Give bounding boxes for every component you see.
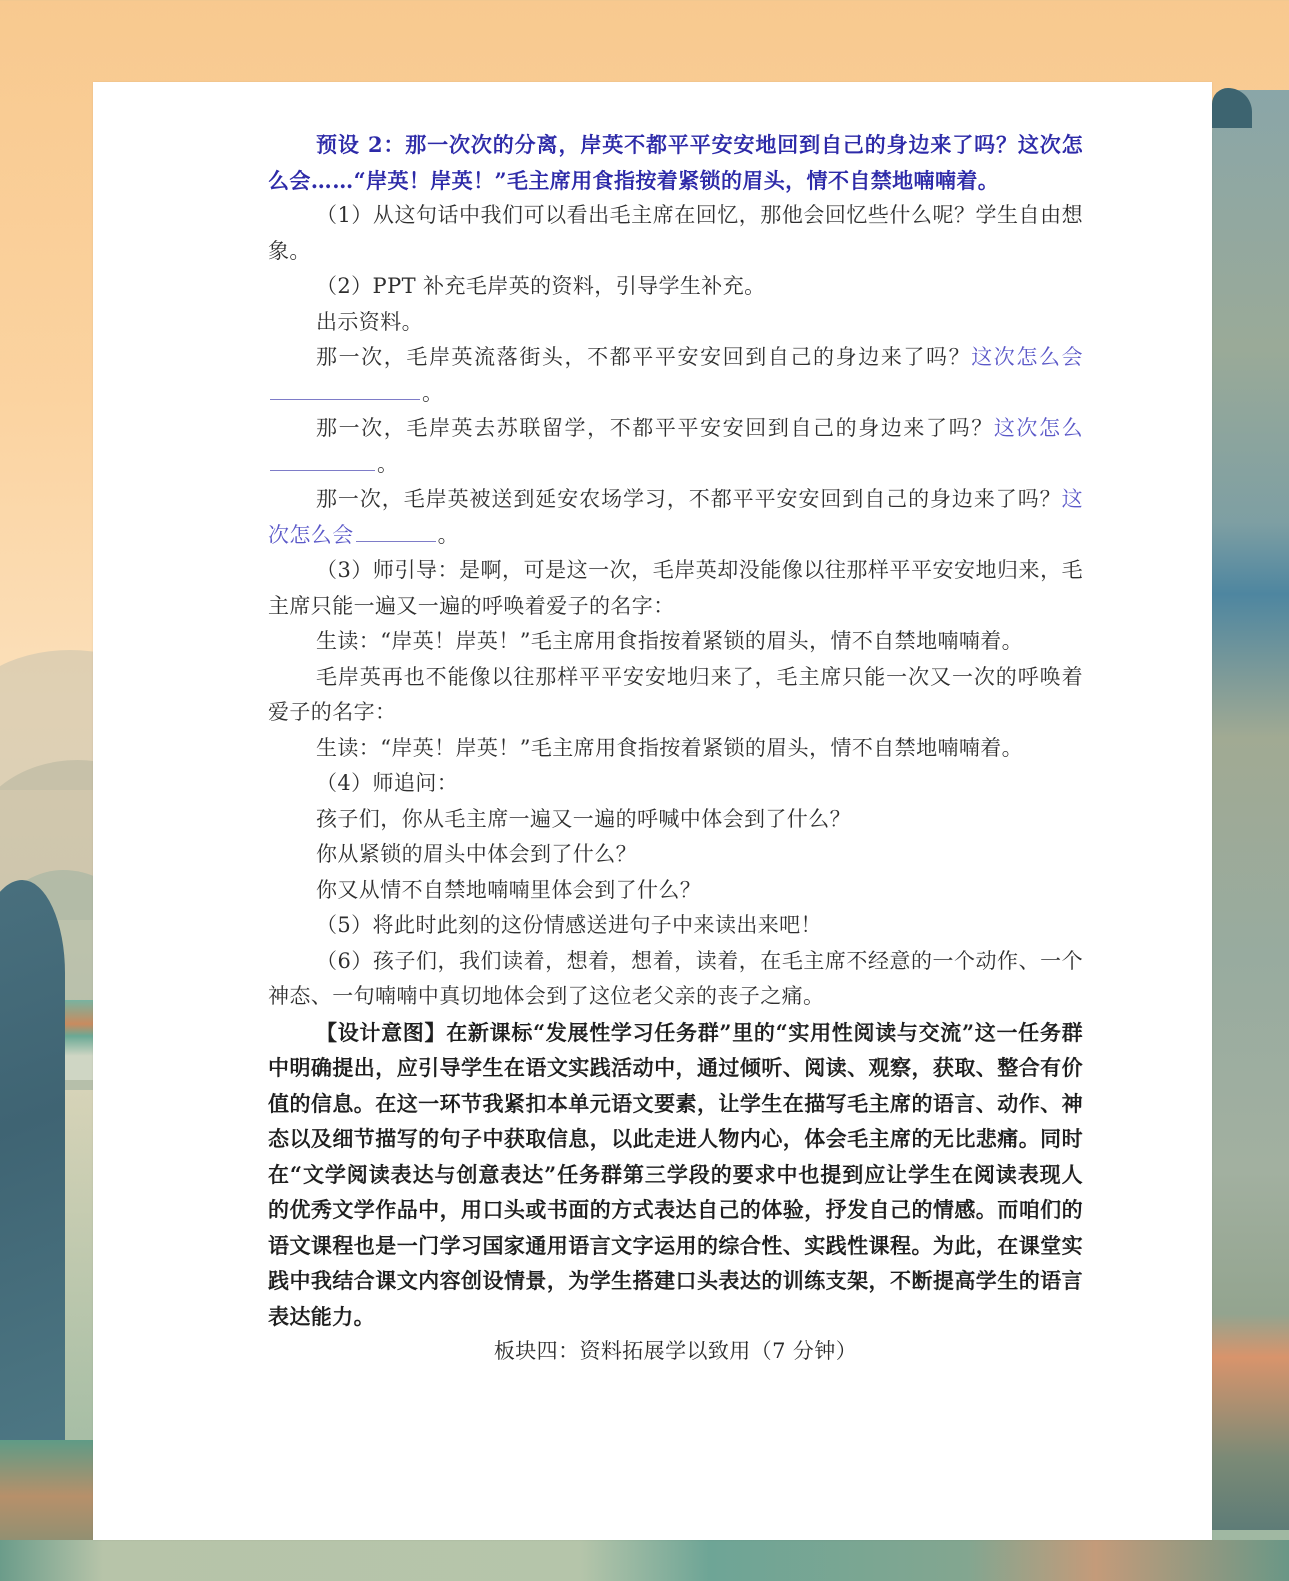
material-prompt: 这次怎么会	[268, 487, 1083, 547]
period: 。	[437, 522, 460, 547]
question-item: 你又从情不自禁地喃喃里体会到了什么？	[316, 877, 702, 902]
design-intent: 【设计意图】在新课标“发展性学习任务群”里的“实用性阅读与交流”这一任务群中明确提出，应引导学生在语文实践活动中，通过倾听、阅读、观察，获取、整合有价值的信息。在这一环节我紧扣本单元语文要素，让学生在描写毛主席的语言、动作、神态以及细节描写的句子中获取信息，以此走进人物内心，体会毛主席的无比悲痛。同时在“文学阅读表达与创意表达”任务群第三学段的要求中也提到应让学生在阅读表现人的优秀文学作品中，用口头或书面的方式表达自己的体验，抒发自己的情感。而咱们的语文课程也是一门学习国家通用语言文字运用的综合性、实践性课程。为此，在课堂实践中我结合课文内容创设情景，为学生搭建口头表达的训练支架，不断提高学生的语言表达能力。	[268, 1019, 1083, 1329]
step-2: （2）PPT 补充毛岸英的资料，引导学生补充。	[316, 274, 766, 298]
preset-paragraph: 预设 2：那一次次的分离，岸英不都平平安安地回到自己的身边来了吗？这次怎么会……“岸英！岸英！”毛主席用食指按着紧锁的眉头，情不自禁地喃喃着。	[268, 132, 1083, 193]
section-heading: 板块四：资料拓展学以致用（7 分钟）	[493, 1339, 858, 1363]
step-3: （3）师引导：是啊，可是这一次，毛岸英却没能像以往那样平平安安地归来，毛主席只能一遍又一遍的呼唤着爱子的名字：	[268, 558, 1083, 618]
material-text: 那一次，毛岸英流落街头，不都平平安安回到自己的身边来了吗？	[316, 345, 972, 369]
material-prompt: 这次怎么	[993, 416, 1083, 440]
step-4: （4）师追问：	[316, 771, 459, 795]
step-6: （6）孩子们，我们读着，想着，想着，读着，在毛主席不经意的一个动作、一个神态、一句喃喃中真切地体会到了这位老父亲的丧子之痛。	[268, 948, 1083, 1008]
material-item	[268, 340, 1083, 411]
background-rock-left	[0, 880, 65, 1500]
step-5: （5）将此时此刻的这份情感送进句子中来读出来吧！	[316, 913, 822, 937]
document-page	[93, 82, 1212, 1540]
student-read-2: 生读：“岸英！岸英！”毛主席用食指按着紧锁的眉头，情不自禁地喃喃着。	[316, 735, 1024, 760]
material-text: 那一次，毛岸英去苏联留学，不都平平安安回到自己的身边来了吗？	[316, 416, 994, 440]
document-content	[268, 127, 1083, 1370]
question-item: 你从紧锁的眉头中体会到了什么？	[316, 842, 637, 866]
student-read-1: 生读：“岸英！岸英！”毛主席用食指按着紧锁的眉头，情不自禁地喃喃着。	[316, 629, 1024, 653]
show-material: 出示资料。	[316, 309, 423, 334]
material-item	[268, 482, 1083, 553]
fill-in-blank	[270, 448, 375, 471]
fill-in-blank	[270, 377, 420, 400]
period: 。	[422, 380, 444, 405]
step-1: （1）从这句话中我们可以看出毛主席在回忆，那他会回忆些什么呢？学生自由想象。	[268, 203, 1083, 263]
fill-in-blank	[356, 519, 436, 542]
background-bottom-landscape	[0, 1540, 1289, 1581]
period: 。	[377, 451, 399, 476]
transition-text: 毛岸英再也不能像以往那样平平安安地归来了，毛主席只能一次又一次的呼唤着爱子的名字：	[268, 664, 1083, 724]
material-item	[268, 411, 1083, 482]
material-text: 那一次，毛岸英被送到延安农场学习，不都平平安安回到自己的身边来了吗？	[316, 487, 1062, 511]
question-item: 孩子们，你从毛主席一遍又一遍的呼喊中体会到了什么？	[316, 806, 851, 831]
material-prompt: 这次怎么会	[971, 345, 1083, 369]
background-mountain-right	[1212, 90, 1289, 1530]
